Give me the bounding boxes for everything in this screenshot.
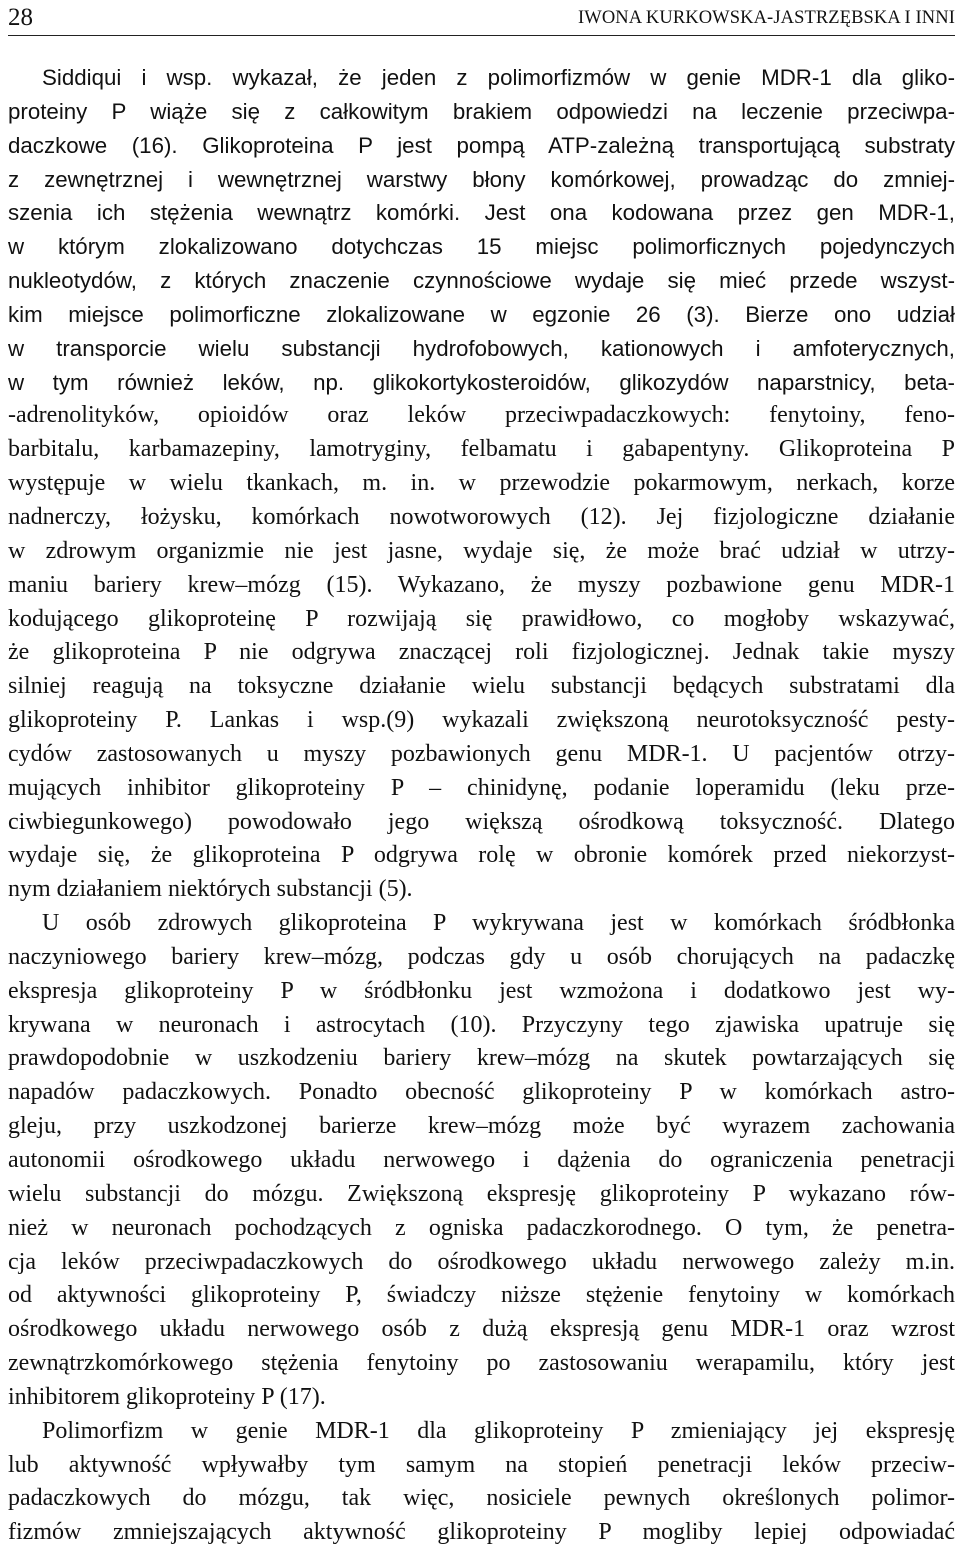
text-line: cja leków przeciwpadaczkowych do ośrodkowego układu nerwowego zależy m.in.	[8, 1248, 955, 1275]
text-line: proteiny P wiąże się z całkowitym brakiem odpowiedzi na leczenie przeciwpa-	[8, 98, 955, 124]
text-line: kim miejsce polimorficzne zlokalizowane w egzonie 26 (3). Bierze ono udział	[8, 301, 955, 327]
text-line: fizmów zmniejszających aktywność glikoproteiny P mogliby lepiej odpowiadać	[8, 1519, 955, 1546]
text-line: kodującego glikoproteinę P rozwijają się prawidłowo, co mogłoby wskazywać,	[8, 605, 955, 632]
text-line: cydów zastosowanych u myszy pozbawionych genu MDR-1. U pacjentów otrzy-	[8, 740, 955, 767]
text-line: daczkowe (16). Glikoproteina P jest pompą ATP-zależną transportującą substraty	[8, 132, 955, 158]
text-line: prawdopodobnie w uszkodzeniu bariery krew–mózg na skutek powtarzających się	[8, 1045, 955, 1072]
text-line: glikoproteiny P. Lankas i wsp.(9) wykazali zwiększoną neurotoksyczność pesty-	[8, 707, 955, 734]
running-head: IWONA KURKOWSKA-JASTRZĘBSKA I INNI	[578, 8, 955, 28]
text-line: że glikoproteina P nie odgrywa znaczącej roli fizjologicznej. Jednak takie myszy	[8, 639, 955, 666]
text-line: nukleotydów, z których znaczenie czynnościowe wydaje się mieć przede wszyst-	[8, 268, 955, 294]
text-line: padaczkowych do mózgu, tak więc, nosiciele pewnych określonych polimor-	[8, 1485, 955, 1512]
body-text	[8, 61, 955, 1550]
text-line: wielu substancji do mózgu. Zwiększoną ekspresję glikoproteiny P wykazano rów-	[8, 1180, 955, 1207]
text-line: lub aktywność wpływałby tym samym na stopień penetracji leków przeciw-	[8, 1451, 955, 1478]
text-line: -adrenolityków, opioidów oraz leków przeciwpadaczkowych: fenytoiny, feno-	[8, 402, 955, 429]
text-line: występuje w wielu tkankach, m. in. w przewodzie pokarmowym, nerkach, korze	[8, 470, 955, 497]
text-line: wydaje się, że glikoproteina P odgrywa rolę w obronie komórek przed niekorzyst-	[8, 842, 955, 869]
document-page	[8, 0, 955, 1556]
text-line: ciwbiegunkowego) powodowało jego większą ośrodkową toksyczność. Dlatego	[8, 808, 955, 835]
text-line: nież w neuronach pochodzących z ogniska padaczkorodnego. O tym, że penetra-	[8, 1214, 955, 1241]
paragraph	[8, 1415, 955, 1550]
text-line: U osób zdrowych glikoproteina P wykrywana jest w komórkach śródbłonka	[42, 910, 955, 937]
text-line: ekspresja glikoproteiny P w śródbłonku jest wzmożona i dodatkowo jest wy-	[8, 977, 955, 1004]
text-line: zewnątrzkomórkowego stężenia fenytoiny po zastosowaniu werapamilu, który jest	[8, 1350, 955, 1377]
page-number: 28	[8, 4, 33, 31]
text-line: inhibitorem glikoproteiny P (17).	[8, 1383, 326, 1410]
text-line: w tym również leków, np. glikokortykosteroidów, glikozydów naparstnicy, beta-	[8, 369, 955, 395]
text-line: mujących inhibitor glikoproteiny P – chinidynę, podanie loperamidu (leku prze-	[8, 774, 955, 801]
text-line: gleju, przy uszkodzonej barierze krew–mózg może być wyrazem zachowania	[8, 1113, 955, 1140]
text-line: barbitalu, karbamazepiny, lamotryginy, felbamatu i gabapentyny. Glikoproteina P	[8, 436, 955, 463]
text-line: silniej reagują na toksyczne działanie wielu substancji będących substratami dla	[8, 673, 955, 700]
text-line: maniu bariery krew–mózg (15). Wykazano, że myszy pozbawione genu MDR-1	[8, 571, 955, 598]
text-line: ośrodkowego układu nerwowego osób z dużą ekspresją genu MDR-1 oraz wzrost	[8, 1316, 955, 1343]
text-line: autonomii ośrodkowego układu nerwowego i dążenia do ograniczenia penetracji	[8, 1147, 955, 1173]
page-header	[8, 0, 955, 38]
text-line: w zdrowym organizmie nie jest jasne, wydaje się, że może brać udział w utrzy-	[8, 537, 955, 564]
text-line: szenia ich stężenia wewnątrz komórki. Jest ona kodowana przez gen MDR-1,	[8, 200, 955, 226]
paragraph	[8, 61, 955, 907]
text-line: w którym zlokalizowano dotychczas 15 miejsc polimorficznych pojedynczych	[8, 234, 955, 260]
text-line: krywana w neuronach i astrocytach (10). Przyczyny tego zjawiska upatruje się	[8, 1011, 955, 1038]
text-line: od aktywności glikoproteiny P, świadczy niższe stężenie fenytoiny w komórkach	[8, 1282, 955, 1309]
text-line: w transporcie wielu substancji hydrofobowych, kationowych i amfoterycznych,	[8, 335, 955, 361]
text-line: nadnerczy, łożysku, komórkach nowotworowych (12). Jej fizjologiczne działanie	[8, 503, 955, 530]
text-line: napadów padaczkowych. Ponadto obecność glikoproteiny P w komórkach astro-	[8, 1079, 955, 1106]
text-line: Siddiqui i wsp. wykazał, że jeden z polimorfizmów w genie MDR-1 dla gliko-	[42, 65, 955, 90]
text-line: z zewnętrznej i wewnętrznej warstwy błony komórkowej, prowadząc do zmniej-	[8, 166, 955, 192]
text-line: naczyniowego bariery krew–mózg, podczas gdy u osób chorujących na padaczkę	[8, 943, 955, 970]
header-rule	[8, 35, 955, 36]
paragraph	[8, 907, 955, 1415]
text-line: Polimorfizm w genie MDR-1 dla glikoproteiny P zmieniający jej ekspresję	[42, 1417, 955, 1444]
text-line: nym działaniem niektórych substancji (5).	[8, 876, 413, 903]
